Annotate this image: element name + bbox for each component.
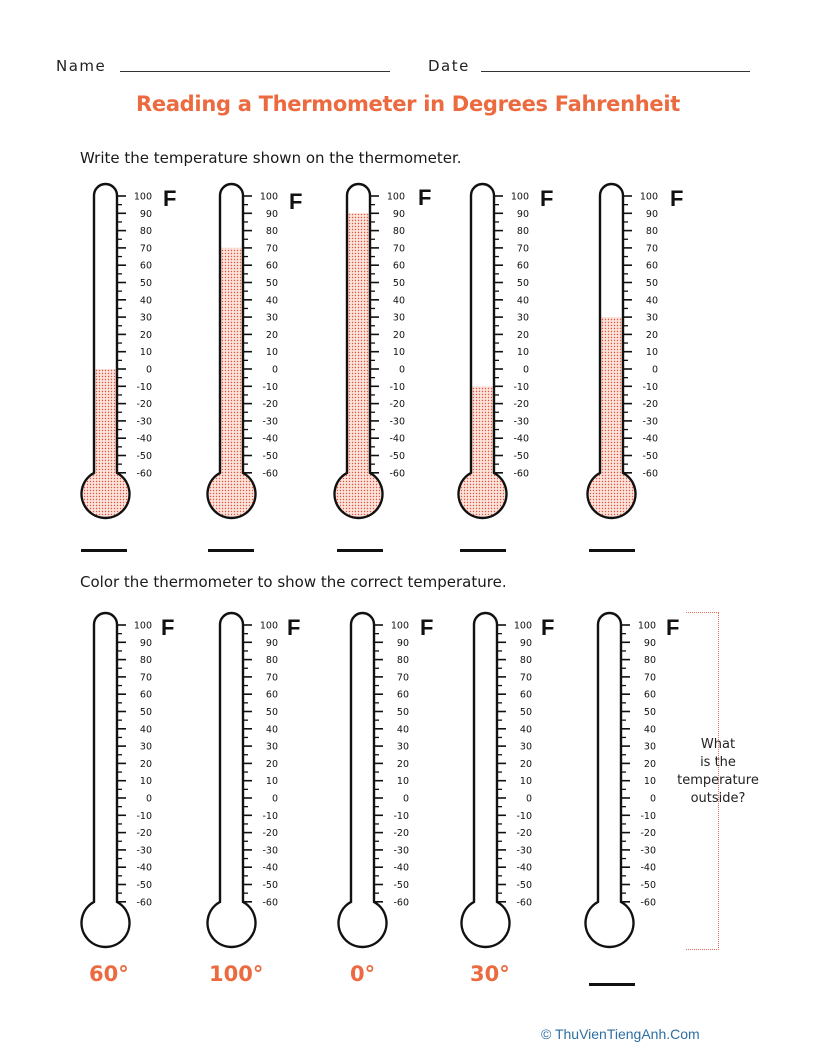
tick-label: 100 — [639, 191, 658, 203]
tick-label: 30 — [396, 741, 409, 753]
tick-label: 50 — [516, 278, 529, 289]
tick-label: -20 — [389, 399, 405, 411]
tick-label: -20 — [640, 828, 656, 840]
answer-blank-2[interactable] — [208, 549, 254, 552]
tick-label: 60 — [516, 260, 529, 272]
tick-label: 20 — [392, 329, 405, 341]
tick-label: -30 — [393, 845, 409, 857]
tick-label: 80 — [139, 655, 152, 667]
tick-label: 70 — [519, 672, 532, 684]
tick-label: -40 — [262, 862, 278, 874]
tick-label: -10 — [640, 810, 656, 822]
tick-label: 60 — [265, 260, 278, 272]
tick-label: -10 — [513, 381, 529, 393]
tick-label: -60 — [640, 897, 656, 909]
tick-label: -60 — [136, 897, 152, 909]
tick-label: 20 — [265, 329, 278, 341]
tick-label: -40 — [136, 433, 152, 445]
tick-label: 60 — [139, 260, 152, 272]
tick-label: 60 — [139, 689, 152, 701]
tick-label: 90 — [396, 637, 409, 649]
answer-blank-1[interactable] — [81, 549, 127, 552]
unit-label: F — [289, 189, 303, 214]
thermometer-8[interactable] — [337, 609, 447, 954]
tick-label: 70 — [265, 672, 278, 684]
tick-label: 100 — [133, 191, 152, 203]
tick-label: 50 — [265, 707, 278, 718]
tick-label: -10 — [389, 381, 405, 393]
tick-label: 40 — [265, 295, 278, 307]
tick-label: -20 — [513, 399, 529, 411]
thermometer-4 — [457, 180, 567, 525]
tick-label: -10 — [516, 810, 532, 822]
tick-label: -40 — [262, 433, 278, 445]
tick-label: -20 — [642, 399, 658, 411]
tick-label: -50 — [136, 451, 152, 462]
tick-label: 40 — [139, 724, 152, 736]
tick-label: -20 — [393, 828, 409, 840]
unit-label: F — [287, 615, 301, 640]
tick-label: -40 — [640, 862, 656, 874]
tick-label: 70 — [645, 243, 658, 255]
tick-label: 80 — [265, 655, 278, 667]
tick-label: 0 — [651, 364, 658, 376]
tick-label: -30 — [262, 416, 278, 428]
tick-label: 50 — [265, 278, 278, 289]
thermometer-graphic — [333, 180, 443, 525]
tick-label: 70 — [396, 672, 409, 684]
tick-label: 80 — [643, 655, 656, 667]
tick-label: -30 — [262, 845, 278, 857]
tick-label: -40 — [516, 862, 532, 874]
thermometer-1 — [80, 180, 190, 525]
tick-label: 10 — [643, 776, 656, 788]
tick-label: 60 — [643, 689, 656, 701]
tick-label: 30 — [139, 741, 152, 753]
tick-label: 0 — [271, 364, 278, 376]
copyright: © ThuVienTiengAnh.Com — [541, 1026, 700, 1042]
tick-label: 0 — [649, 793, 656, 805]
tick-label: 10 — [519, 776, 532, 788]
tick-label: -40 — [389, 433, 405, 445]
tick-label: 60 — [265, 689, 278, 701]
target-temperature: 100° — [209, 962, 264, 986]
tick-label: 10 — [516, 347, 529, 359]
thermometer-graphic — [206, 180, 316, 525]
tick-label: -20 — [262, 399, 278, 411]
thermometer-graphic[interactable] — [206, 609, 316, 954]
answer-blank-outside[interactable] — [589, 983, 635, 986]
tick-label: 0 — [145, 364, 152, 376]
tick-label: -60 — [516, 897, 532, 909]
tick-label: 60 — [519, 689, 532, 701]
unit-label: F — [418, 185, 432, 210]
date-label: Date — [428, 57, 470, 75]
mercury-fill — [82, 369, 130, 518]
outside-prompt-line: outside? — [690, 791, 746, 806]
tick-label: 0 — [145, 793, 152, 805]
answer-blank-4[interactable] — [460, 549, 506, 552]
tick-label: 90 — [519, 637, 532, 649]
tick-label: -20 — [136, 828, 152, 840]
tick-label: -30 — [513, 416, 529, 428]
tick-label: -40 — [136, 862, 152, 874]
tick-label: 20 — [396, 758, 409, 770]
tick-label: 70 — [139, 672, 152, 684]
tick-label: -50 — [513, 451, 529, 462]
target-temperature: 30° — [470, 962, 510, 986]
tick-label: 30 — [265, 741, 278, 753]
tick-label: 20 — [139, 758, 152, 770]
tick-label: 90 — [643, 637, 656, 649]
tick-label: -10 — [136, 810, 152, 822]
tick-label: 20 — [265, 758, 278, 770]
tick-label: 100 — [513, 620, 532, 632]
tick-label: 100 — [386, 191, 405, 203]
tick-label: 40 — [396, 724, 409, 736]
target-temperature: 60° — [89, 962, 129, 986]
tick-label: 50 — [643, 707, 656, 718]
tick-label: 10 — [265, 347, 278, 359]
thermometer-graphic — [457, 180, 567, 525]
mercury-fill — [459, 386, 507, 518]
tick-label: 30 — [392, 312, 405, 324]
tick-label: -40 — [642, 433, 658, 445]
name-field[interactable] — [120, 71, 390, 72]
tick-label: -10 — [642, 381, 658, 393]
tick-label: -20 — [136, 399, 152, 411]
tick-label: -20 — [262, 828, 278, 840]
tick-label: 40 — [265, 724, 278, 736]
tick-label: 10 — [392, 347, 405, 359]
tick-label: 70 — [139, 243, 152, 255]
tick-label: 90 — [516, 208, 529, 220]
tick-label: -60 — [513, 468, 529, 480]
tick-label: 50 — [139, 707, 152, 718]
tick-label: -60 — [389, 468, 405, 480]
tick-label: -30 — [136, 416, 152, 428]
tick-label: 40 — [392, 295, 405, 307]
tick-label: 30 — [516, 312, 529, 324]
tick-label: 40 — [139, 295, 152, 307]
unit-label: F — [666, 615, 680, 640]
tick-label: 80 — [645, 226, 658, 238]
outside-prompt-line: temperature — [677, 773, 759, 788]
unit-label: F — [670, 186, 684, 211]
tick-label: 30 — [265, 312, 278, 324]
unit-label: F — [420, 615, 434, 640]
tick-label: 20 — [519, 758, 532, 770]
tick-label: 0 — [525, 793, 532, 805]
tick-label: 100 — [390, 620, 409, 632]
answer-blank-5[interactable] — [589, 549, 635, 552]
outside-prompt-line: is the — [700, 755, 736, 770]
tick-label: 70 — [392, 243, 405, 255]
tick-label: -20 — [516, 828, 532, 840]
section1-instruction: Write the temperature shown on the thermometer. — [80, 149, 462, 167]
unit-label: F — [163, 186, 177, 211]
tick-label: 30 — [643, 741, 656, 753]
tick-label: 40 — [516, 295, 529, 307]
tick-label: 90 — [645, 208, 658, 220]
tick-label: -10 — [136, 381, 152, 393]
tick-label: 10 — [139, 347, 152, 359]
tick-label: 60 — [392, 260, 405, 272]
tick-label: -30 — [640, 845, 656, 857]
tick-label: -60 — [642, 468, 658, 480]
thermometer-graphic[interactable] — [80, 609, 190, 954]
tick-label: 50 — [645, 278, 658, 289]
tick-label: 40 — [645, 295, 658, 307]
tick-label: 80 — [516, 226, 529, 238]
tick-label: 30 — [519, 741, 532, 753]
thermometer-6[interactable] — [80, 609, 190, 954]
tick-label: -30 — [136, 845, 152, 857]
tick-label: 100 — [637, 620, 656, 632]
tick-label: 10 — [139, 776, 152, 788]
tick-label: 50 — [392, 278, 405, 289]
tick-label: 80 — [392, 226, 405, 238]
tick-label: -60 — [262, 897, 278, 909]
tick-label: -30 — [389, 416, 405, 428]
tick-label: 50 — [396, 707, 409, 718]
tick-label: 60 — [396, 689, 409, 701]
tick-label: 90 — [265, 208, 278, 220]
tick-label: -50 — [642, 451, 658, 462]
tick-label: -50 — [262, 451, 278, 462]
tick-label: 100 — [510, 191, 529, 203]
tick-label: 0 — [271, 793, 278, 805]
tick-label: 10 — [265, 776, 278, 788]
thermometer-graphic — [586, 180, 696, 525]
tick-label: 80 — [396, 655, 409, 667]
tick-label: 90 — [265, 637, 278, 649]
tick-label: -40 — [393, 862, 409, 874]
outside-prompt-line: What — [700, 737, 736, 752]
tick-label: 100 — [133, 620, 152, 632]
tick-label: -50 — [262, 880, 278, 891]
tick-label: 30 — [139, 312, 152, 324]
tick-label: 80 — [265, 226, 278, 238]
thermometer-9[interactable] — [460, 609, 570, 954]
tick-label: 90 — [392, 208, 405, 220]
tick-label: -50 — [516, 880, 532, 891]
thermometer-7[interactable] — [206, 609, 316, 954]
thermometer-3 — [333, 180, 443, 525]
tick-label: -50 — [389, 451, 405, 462]
thermometer-graphic[interactable] — [337, 609, 447, 954]
tick-label: 100 — [259, 620, 278, 632]
unit-label: F — [161, 615, 175, 640]
thermometer-2 — [206, 180, 316, 525]
thermometer-graphic[interactable] — [460, 609, 570, 954]
tick-label: 90 — [139, 208, 152, 220]
unit-label: F — [541, 615, 555, 640]
tick-label: -30 — [516, 845, 532, 857]
tick-label: 40 — [643, 724, 656, 736]
target-temperature: 0° — [350, 962, 376, 986]
tick-label: 100 — [259, 191, 278, 203]
tick-label: 70 — [643, 672, 656, 684]
tick-label: 70 — [516, 243, 529, 255]
date-field[interactable] — [481, 71, 750, 72]
tick-label: -60 — [393, 897, 409, 909]
thermometer-5 — [586, 180, 696, 525]
tick-label: 0 — [398, 364, 405, 376]
tick-label: -50 — [640, 880, 656, 891]
tick-label: 0 — [522, 364, 529, 376]
tick-label: -10 — [262, 381, 278, 393]
unit-label: F — [540, 186, 554, 211]
tick-label: 90 — [139, 637, 152, 649]
outside-prompt — [668, 736, 768, 808]
tick-label: 20 — [139, 329, 152, 341]
tick-label: 50 — [139, 278, 152, 289]
page-title: Reading a Thermometer in Degrees Fahrenheit — [136, 92, 680, 116]
tick-label: -10 — [262, 810, 278, 822]
name-label: Name — [56, 57, 107, 75]
tick-label: 20 — [645, 329, 658, 341]
tick-label: -60 — [262, 468, 278, 480]
tick-label: -50 — [136, 880, 152, 891]
answer-blank-3[interactable] — [337, 549, 383, 552]
mercury-fill — [588, 317, 636, 518]
tick-label: 60 — [645, 260, 658, 272]
tick-label: -30 — [642, 416, 658, 428]
section2-instruction: Color the thermometer to show the correct temperature. — [80, 573, 507, 591]
tick-label: 50 — [519, 707, 532, 718]
tick-label: -50 — [393, 880, 409, 891]
tick-label: 30 — [645, 312, 658, 324]
tick-label: -40 — [513, 433, 529, 445]
tick-label: 0 — [402, 793, 409, 805]
tick-label: 10 — [645, 347, 658, 359]
tick-label: 10 — [396, 776, 409, 788]
tick-label: 70 — [265, 243, 278, 255]
tick-label: 80 — [139, 226, 152, 238]
thermometer-graphic — [80, 180, 190, 525]
tick-label: 40 — [519, 724, 532, 736]
tick-label: 80 — [519, 655, 532, 667]
tick-label: 20 — [643, 758, 656, 770]
tick-label: -60 — [136, 468, 152, 480]
tick-label: 20 — [516, 329, 529, 341]
tick-label: -10 — [393, 810, 409, 822]
